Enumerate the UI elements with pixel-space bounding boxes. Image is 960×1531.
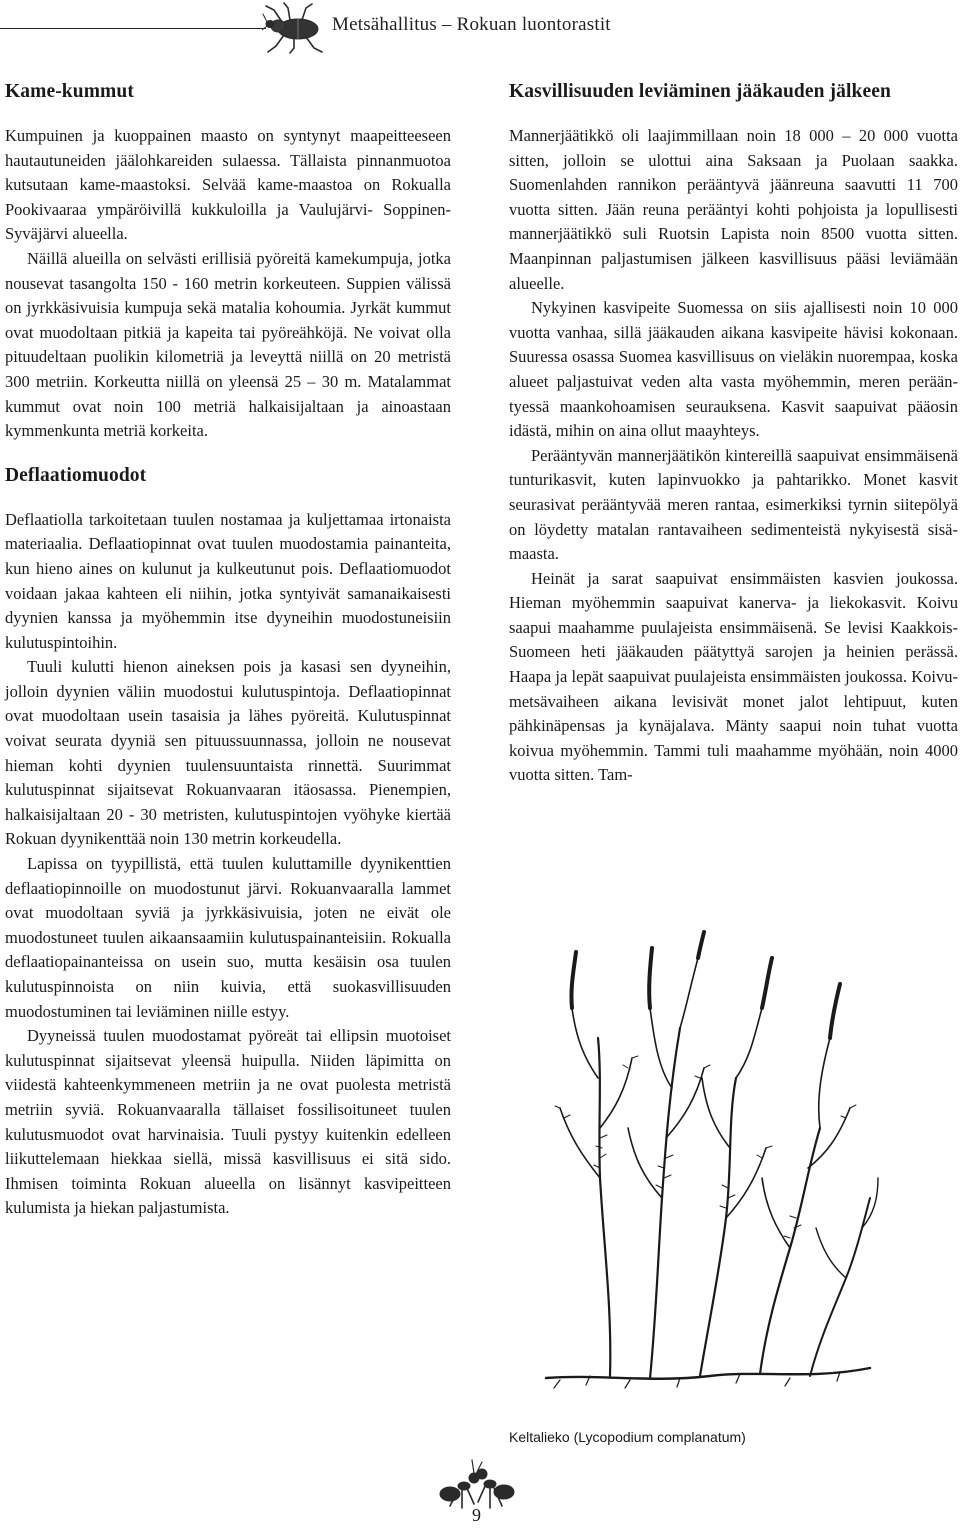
left-column [5,78,451,1221]
heading-kame-kummut: Kame-kummut [5,81,134,102]
paragraph: Deflaatiolla tarkoitetaan tuulen nostamaa ja kuljettamaa irtonaista materiaalia. Deflaatiopinnat ovat tuulen muodostamia painanteita, kun hieno aines on kulunut ja kulkeutunut pois. Deflaatiomuodot voidaan jakaa kahteen eli niihin, jotka syntyivät samanaikaisesti dyynien kanssa ja myöhemmin itse dyyneihin muodostuneisiin kulutuspintoihin. [5,509,451,652]
paragraph: Tuuli kulutti hienon aineksen pois ja kasasi sen dyyneihin, jolloin dyynien väliin muodostui kulutuspintoja. Deflaatiopinnat ovat muodoltaan usein tasaisia ja lähes pyöreitä. Kulutuspinnat voivat seurata dyyniä sen pituussuunnassa, jolloin ne nousevat hieman kohti dyynien tuulensuuntaista rinnettä. Suurimmat kulutuspinnat sijaitsevat Rokuanvaaran itäosassa. Pienempien, halkaisijaltaan 20 - 30 metristen, kulutuspintojen vyöhyke kiertää Rokuan dyynikenttää noin 130 metrin korkeudella. [5,657,451,849]
clubmoss-illustration [540,928,880,1398]
running-title: Metsähallitus – Rokuan luontorastit [332,14,611,35]
heading-kasvillisuuden-leviaminen: Kasvillisuuden leviäminen jääkauden jälkeen [509,81,891,102]
ants-icon [428,1452,524,1512]
page-number: 9 [472,1505,481,1525]
figure-caption: Keltalieko (Lycopodium complanatum) [509,1429,746,1445]
paragraph: Dyyneissä tuulen muodostamat pyöreät tai ellipsin muotoiset kulutuspinnat sijaitsevat yleensä huipulla. Niiden läpimitta on viidestä kahteenkymmeneen metriin ja ne ovat puolesta metristä metriin syviä. Rokuanvaaralla tällaiset fossilisoituneet tuulen kulutusmuodot ovat harvinaisia. Tuuli pystyy kuitenkin edelleen liikuttelemaan hiekkaa siellä, missä kasvillisuus ei sitä sido. Ihmisen toiminta Rokuan alueella on lisännyt kasvipeitteen kulumista ja hiekan paljastumista. [5,1026,451,1218]
paragraph: Mannerjäätikkö oli laajimmillaan noin 18 000 – 20 000 vuotta sitten, jolloin se ulottui aina Saksaan ja Puolaan saakka. Suomenlahden rannikon perääntyvä jäänreuna saavutti 11 700 vuotta sitten. Jään reuna perääntyi kohti pohjoista ja lopullisesti mannerjäätikkö suli Ruotsin Lapista noin 8500 vuotta sitten. Maanpinnan paljastumisen jälkeen kasvillisuus pääsi leviämään alueelle. [509,126,958,293]
paragraph: Nykyinen kasvipeite Suomessa on siis ajallisesti noin 10 000 vuotta vanhaa, sillä jääkauden aikana kasvipeite hävisi kokonaan. Suuressa osassa Suomea kasvillisuus on vieläkin nuorempaa, koska alueet paljastuivat veden alta vasta myöhemmin, meren perääntyessä maankohoamisen seurauksena. Kasvit saapuivat pääosin idästä, mihin on aina ollut maayhteys. [509,298,958,441]
paragraph: Heinät ja sarat saapuivat ensimmäisten kasvien joukossa. Hieman myöhemmin saapuivat kanerva- ja liekokasvit. Koivu saapui maahamme puulajeista ensimmäisenä. Se levisi Kaakkois-Suomeen heti jääkauden päätyttyä sarojen ja heinien perässä. Haapa ja lepät saapuivat puulajeista ensimmäisten joukossa. Koivumetsävaiheen aikana levisivät monet jalot lehtipuut, kuten pähkinäpensas ja kynäjalava. Mänty saapui noin tuhat vuotta koivua myöhemmin. Tammi tuli maahamme myöhään, noin 4000 vuotta sitten. Tam- [509,568,958,785]
paragraph: Näillä alueilla on selvästi erillisiä pyöreitä kamekumpuja, jotka nousevat tasangolta 150 - 160 metrin korkeuteen. Suppien välissä on jyrkkäsivuisia kumpuja sekä matalia kohoumia. Jyrkät kummut ovat muodoltaan pitkiä ja kapeita tai pyöreähköjä. Ne voivat olla pituudeltaan puolikin kilometriä ja leveyttä niillä on 20 metristä 300 metriin. Korkeutta niillä on yleensä 25 – 30 m. Matalammat kummut ovat noin 100 metriä halkaisijaltaan ja ainoastaan kymmenkunta metriä korkeita. [5,248,451,441]
header-rule [0,28,266,29]
paragraph: Kumpuinen ja kuoppainen maasto on syntynyt maapeitteeseen hautautuneiden jäälohkareiden sulaessa. Tällaista pinnanmuotoa kutsutaan kame-maastoksi. Selvää kame-maastoa on Rokualla Pookivaaraa ympäröivillä kukkuloilla ja Vaulujärvi- Soppinen-Syväjärvi alueella. [5,126,451,244]
heading-deflaatiomuodot: Deflaatiomuodot [5,464,147,486]
beetle-icon [262,2,330,54]
right-column [509,78,958,788]
paragraph: Lapissa on tyypillistä, että tuulen kuluttamille dyynikenttien deflaatiopinnoille on muodostunut järvi. Rokuanvaaralla lammet ovat muodoltaan syviä ja jyrkkäsivuisia, joten ne eivät ole muodostuneet tuulen aikaansaamiin kulutuspainanteisiin. Rokualla deflaatiopainanteissa on usein suo, mutta kesäisin osa tuulen kulutuspinnoista on niin kuivia, että suokasvillisuuden muodostuminen tai leviäminen niille estyy. [5,854,451,1021]
page-header [0,0,960,56]
paragraph: Perääntyvän mannerjäätikön kintereillä saapuivat ensimmäisenä tunturikasvit, kuten lapinvuokko ja pahtarikko. Monet kasvit seurasivat perääntyvää meren rantaa, esimerkiksi tyrnin siitepölyä on löydetty matalan rantavaiheen sedimenteistä nykyisestä sisämaasta. [509,445,958,564]
